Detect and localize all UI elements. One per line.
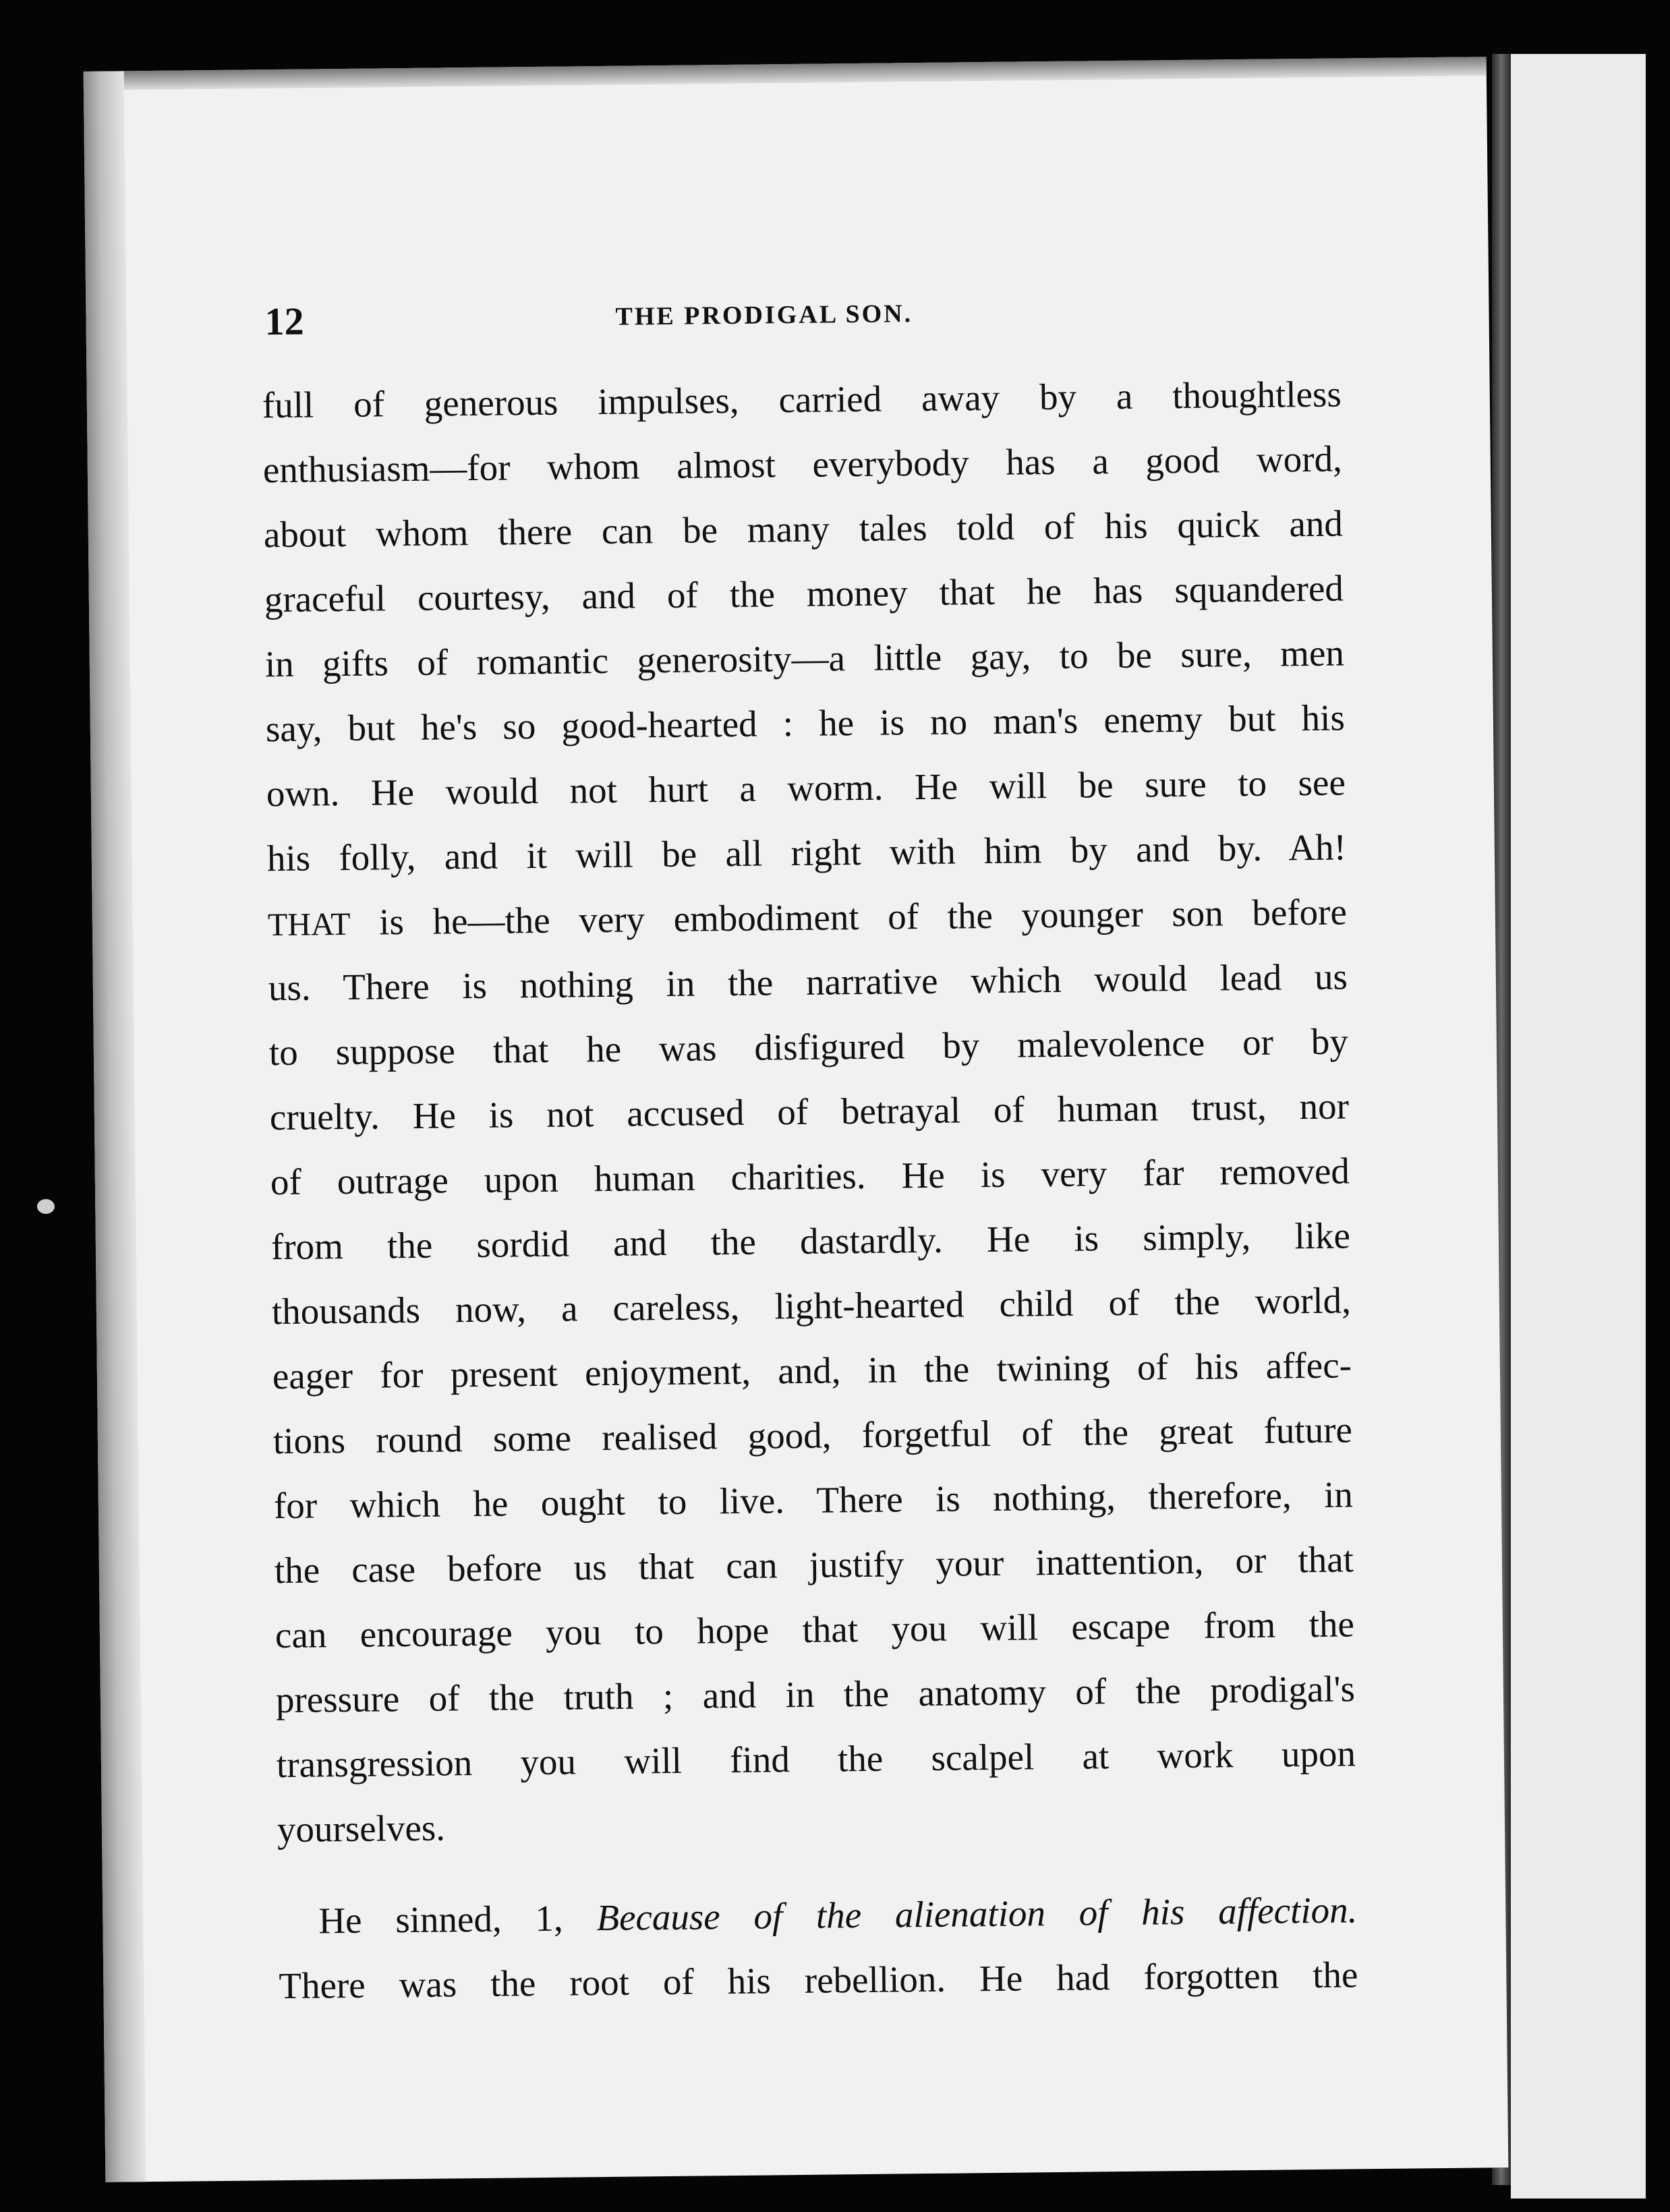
page-header	[264, 287, 1412, 353]
text-line: say, but he's so good-hearted : he is no man's enemy but his	[265, 697, 1346, 750]
body-text	[262, 361, 1358, 2018]
text-line: pressure of the truth ; and in the anatomy of the prodigal's	[275, 1668, 1356, 1721]
text-line: eager for present enjoyment, and, in the twining of his affec-	[272, 1344, 1352, 1397]
running-head: THE PRODIGAL SON.	[615, 299, 913, 331]
text-line: can encourage you to hope that you will escape from the	[275, 1603, 1355, 1656]
text-line: of outrage upon human charities. He is very far removed	[270, 1150, 1350, 1203]
text-line-rest: is he—the very embodiment of the younger son before	[378, 891, 1348, 943]
text-line: enthusiasm—for whom almost everybody has a good word,	[262, 438, 1343, 491]
text-line: his folly, and it will be all right with him by and by. Ah!	[266, 826, 1347, 879]
text-line: thousands now, a careless, light-hearted child of the world,	[271, 1279, 1352, 1333]
paragraph2-lead: He sinned, 1,	[318, 1897, 563, 1942]
text-line: for which he ought to live. There is nothing, therefore, in	[273, 1474, 1354, 1527]
text-line-with-emphasis	[267, 879, 1347, 956]
text-line: graceful courtesy, and of the money that he has squandered	[264, 567, 1344, 620]
text-line: us. There is nothing in the narrative which would lead us	[268, 956, 1348, 1009]
text-line: tions round some realised good, forgetful of the great future	[272, 1409, 1353, 1462]
text-line: in gifts of romantic generosity—a little gay, to be sure, men	[264, 632, 1345, 685]
page-left-edge	[84, 71, 146, 2182]
text-line: the case before us that can justify your inattention, or that	[274, 1538, 1354, 1592]
emphasis-that: THAT	[267, 906, 351, 943]
facing-page-edge	[1511, 54, 1646, 2199]
scan-speck	[37, 1199, 55, 1214]
text-line: full of generous impulses, carried away by a thoughtless	[262, 373, 1342, 426]
paragraph2-line1	[278, 1878, 1358, 1954]
page-top-edge	[84, 57, 1487, 90]
text-line: yourselves.	[277, 1807, 446, 1851]
book-page	[84, 57, 1509, 2182]
text-line: to suppose that he was disfigured by malevolence or by	[268, 1020, 1349, 1074]
text-line: transgression you will find the scalpel at work upon	[276, 1733, 1356, 1786]
page-number: 12	[264, 299, 304, 344]
paragraph2-italic-heading: Because of the alienation of his affection.	[596, 1889, 1358, 1939]
text-line: own. He would not hurt a worm. He will be sure to see	[266, 761, 1346, 815]
text-line: from the sordid and the dastardly. He is simply, like	[270, 1215, 1351, 1268]
text-line: cruelty. He is not accused of betrayal of human trust, nor	[269, 1085, 1350, 1138]
text-line: about whom there can be many tales told of his quick and	[263, 502, 1344, 556]
text-line: There was the root of his rebellion. He had forgotten the	[279, 1954, 1358, 2007]
